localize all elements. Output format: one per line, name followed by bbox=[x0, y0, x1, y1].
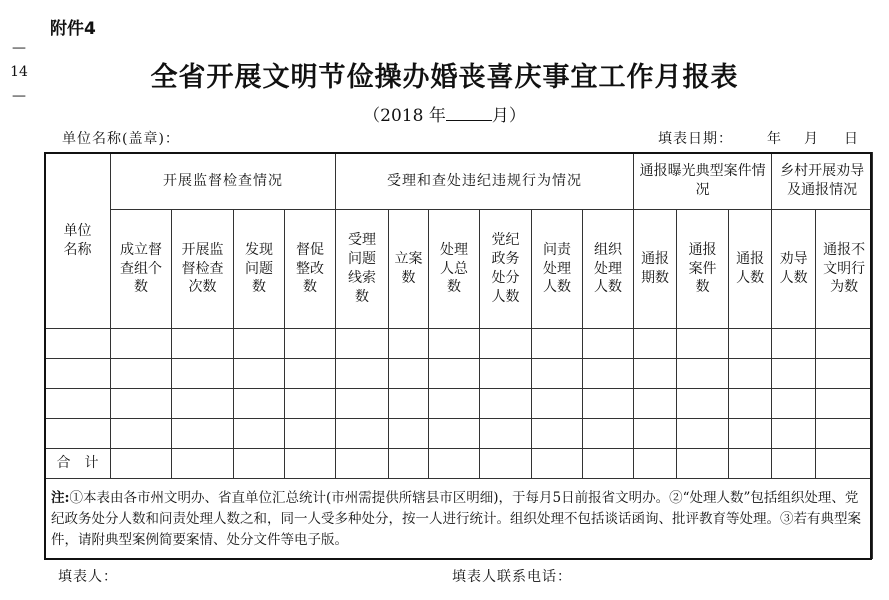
filler-phone-label: 填表人联系电话： bbox=[452, 569, 572, 585]
column-header: 问责处理人数 bbox=[532, 210, 583, 329]
column-header: 通报案件数 bbox=[677, 210, 729, 329]
unit-name-label: 单位名称(盖章)： bbox=[62, 131, 180, 147]
page-number-dash-top: — bbox=[12, 40, 26, 56]
page-number-value: 14 bbox=[10, 64, 28, 81]
column-header: 通报期数 bbox=[634, 210, 677, 329]
column-header: 成立督查组个数 bbox=[111, 210, 172, 329]
note-text: ①本表由各市州文明办、省直单位汇总统计(市州需提供所辖县市区明细)，于每月5日前报省文明办。②“处理人数”包括组织处理、党纪政务处分人数和问责处理人数之和，同一人受多种处分，按一人进行统计。组织处理不包括谈话函询、批评教育等处理。③若有典型案件，请附典型案例简要案情、处分文件等电子版。 bbox=[51, 490, 861, 548]
column-header: 处理人总数 bbox=[429, 210, 480, 329]
fill-date bbox=[658, 128, 859, 148]
fill-date-day: 日 bbox=[844, 131, 859, 147]
group-header: 受理和查处违纪违规行为情况 bbox=[336, 153, 634, 210]
column-header: 通报人数 bbox=[729, 210, 772, 329]
page-title: 全省开展文明节俭操办婚丧喜庆事宜工作月报表 bbox=[150, 62, 739, 93]
fill-date-month: 月 bbox=[804, 131, 819, 147]
filler-label: 填表人： bbox=[58, 569, 118, 585]
column-header: 通报不文明行为数 bbox=[816, 210, 873, 329]
page-number-dash-bottom: — bbox=[12, 88, 26, 105]
unit-header: 单位名称 bbox=[63, 222, 92, 258]
group-header-text: 乡村开展劝导及通报情况 bbox=[780, 163, 865, 198]
report-period bbox=[0, 101, 889, 126]
month-blank bbox=[446, 106, 492, 121]
attachment-label: 附件4 bbox=[50, 19, 96, 39]
column-header: 受理问题线索数 bbox=[336, 210, 389, 329]
report-period-close: 月） bbox=[491, 106, 526, 126]
fill-date-label: 填表日期： bbox=[658, 131, 733, 147]
column-header: 党纪政务处分人数 bbox=[480, 210, 532, 329]
column-header: 劝导人数 bbox=[772, 210, 816, 329]
group-header: 开展监督检查情况 bbox=[111, 153, 336, 210]
fill-date-year: 年 bbox=[767, 131, 782, 147]
total-label: 合 计 bbox=[45, 449, 111, 479]
group-header-text: 通报曝光典型案件情况 bbox=[639, 163, 766, 198]
note-prefix: 注: bbox=[51, 490, 70, 507]
column-header: 发现问题数 bbox=[234, 210, 285, 329]
column-header: 立案数 bbox=[389, 210, 429, 329]
table-outer-border bbox=[44, 152, 872, 560]
report-period-open: （2018 年 bbox=[363, 106, 446, 126]
column-header: 开展监督检查次数 bbox=[172, 210, 234, 329]
column-header: 组织处理人数 bbox=[583, 210, 634, 329]
column-header: 督促整改数 bbox=[285, 210, 336, 329]
